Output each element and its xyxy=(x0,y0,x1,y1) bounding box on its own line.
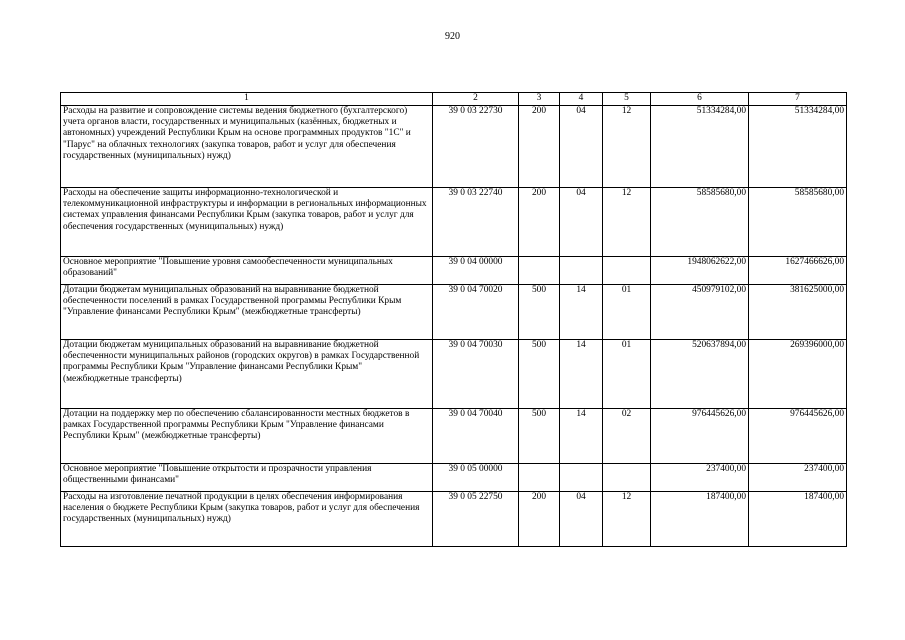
table-row xyxy=(61,257,847,285)
row-col-7: 187400,00 xyxy=(749,492,847,547)
row-description: Основное мероприятие "Повышение уровня самообеспеченности муниципальных образований" xyxy=(61,257,433,285)
row-col-7: 976445626,00 xyxy=(749,409,847,464)
row-col-4: 14 xyxy=(560,285,603,340)
row-col-6: 976445626,00 xyxy=(651,409,749,464)
row-description: Дотации бюджетам муниципальных образований на выравнивание бюджетной обеспеченности муниципальных районов (городских округов) в рамках Государственной программы Республики Крым "Управление финансами Республики Крым" (межбюджетные трансферты) xyxy=(61,340,433,409)
row-col-6: 237400,00 xyxy=(651,464,749,492)
row-description: Расходы на обеспечение защиты информационно-технологической и телекоммуникационной инфраструктуры и информации в региональных информационных системах управления финансами Республики Крым (закупка товаров, работ и услуг для обеспечения государственных (муниципальных) нужд) xyxy=(61,188,433,257)
row-col-5: 12 xyxy=(603,188,651,257)
header-col-5: 5 xyxy=(603,93,651,106)
header-col-2: 2 xyxy=(433,93,519,106)
header-col-7: 7 xyxy=(749,93,847,106)
table-row xyxy=(61,285,847,340)
row-col-4: 04 xyxy=(560,492,603,547)
row-col-4 xyxy=(560,257,603,285)
row-col-5: 12 xyxy=(603,106,651,188)
row-col-3: 500 xyxy=(519,340,560,409)
row-col-5: 02 xyxy=(603,409,651,464)
table-row xyxy=(61,492,847,547)
row-col-4: 04 xyxy=(560,188,603,257)
header-col-3: 3 xyxy=(519,93,560,106)
row-col-3 xyxy=(519,257,560,285)
row-col-4: 14 xyxy=(560,340,603,409)
row-description: Основное мероприятие "Повышение открытости и прозрачности управления общественными финансами" xyxy=(61,464,433,492)
row-col-5: 01 xyxy=(603,340,651,409)
row-col-3 xyxy=(519,464,560,492)
row-description: Дотации бюджетам муниципальных образований на выравнивание бюджетной обеспеченности поселений в рамках Государственной программы Республики Крым "Управление финансами Республики Крым" (межбюджетные трансферты) xyxy=(61,285,433,340)
row-code: 39 0 03 22740 xyxy=(433,188,519,257)
table-row xyxy=(61,188,847,257)
header-col-4: 4 xyxy=(560,93,603,106)
row-code: 39 0 04 70020 xyxy=(433,285,519,340)
row-col-7: 237400,00 xyxy=(749,464,847,492)
table-row xyxy=(61,464,847,492)
row-code: 39 0 05 22750 xyxy=(433,492,519,547)
row-col-5: 01 xyxy=(603,285,651,340)
row-col-3: 200 xyxy=(519,188,560,257)
row-col-6: 51334284,00 xyxy=(651,106,749,188)
row-col-5 xyxy=(603,464,651,492)
row-col-7: 1627466626,00 xyxy=(749,257,847,285)
table-row xyxy=(61,106,847,188)
header-col-6: 6 xyxy=(651,93,749,106)
row-code: 39 0 04 70040 xyxy=(433,409,519,464)
page-number: 920 xyxy=(445,31,460,42)
row-description: Дотации на поддержку мер по обеспечению сбалансированности местных бюджетов в рамках Государственной программы Республики Крым "Управление финансами Республики Крым" (межбюджетные трансферты) xyxy=(61,409,433,464)
row-col-4: 04 xyxy=(560,106,603,188)
row-col-5: 12 xyxy=(603,492,651,547)
row-col-6: 187400,00 xyxy=(651,492,749,547)
row-col-4 xyxy=(560,464,603,492)
row-col-3: 200 xyxy=(519,106,560,188)
budget-table xyxy=(60,92,847,547)
row-col-7: 381625000,00 xyxy=(749,285,847,340)
table-row xyxy=(61,340,847,409)
row-col-6: 520637894,00 xyxy=(651,340,749,409)
row-col-3: 500 xyxy=(519,409,560,464)
header-col-1: 1 xyxy=(61,93,433,106)
table-row xyxy=(61,409,847,464)
row-col-3: 200 xyxy=(519,492,560,547)
row-description: Расходы на изготовление печатной продукции в целях обеспечения информирования населения о бюджете Республики Крым (закупка товаров, работ и услуг для обеспечения государственных (муниципальных) нужд) xyxy=(61,492,433,547)
row-col-3: 500 xyxy=(519,285,560,340)
row-col-6: 58585680,00 xyxy=(651,188,749,257)
row-col-7: 269396000,00 xyxy=(749,340,847,409)
row-col-7: 58585680,00 xyxy=(749,188,847,257)
row-col-7: 51334284,00 xyxy=(749,106,847,188)
row-code: 39 0 05 00000 xyxy=(433,464,519,492)
row-description: Расходы на развитие и сопровождение системы ведения бюджетного (бухгалтерского) учета органов власти, государственных и муниципальных (казённых, бюджетных и автономных) учреждений Республики Крым на основе программных продуктов "1С" и "Парус" на облачных технологиях (закупка товаров, работ и услуг для обеспечения государственных (муниципальных) нужд) xyxy=(61,106,433,188)
row-col-6: 450979102,00 xyxy=(651,285,749,340)
row-code: 39 0 04 00000 xyxy=(433,257,519,285)
row-code: 39 0 04 70030 xyxy=(433,340,519,409)
row-code: 39 0 03 22730 xyxy=(433,106,519,188)
row-col-4: 14 xyxy=(560,409,603,464)
row-col-6: 1948062622,00 xyxy=(651,257,749,285)
row-col-5 xyxy=(603,257,651,285)
header-row xyxy=(61,93,847,106)
